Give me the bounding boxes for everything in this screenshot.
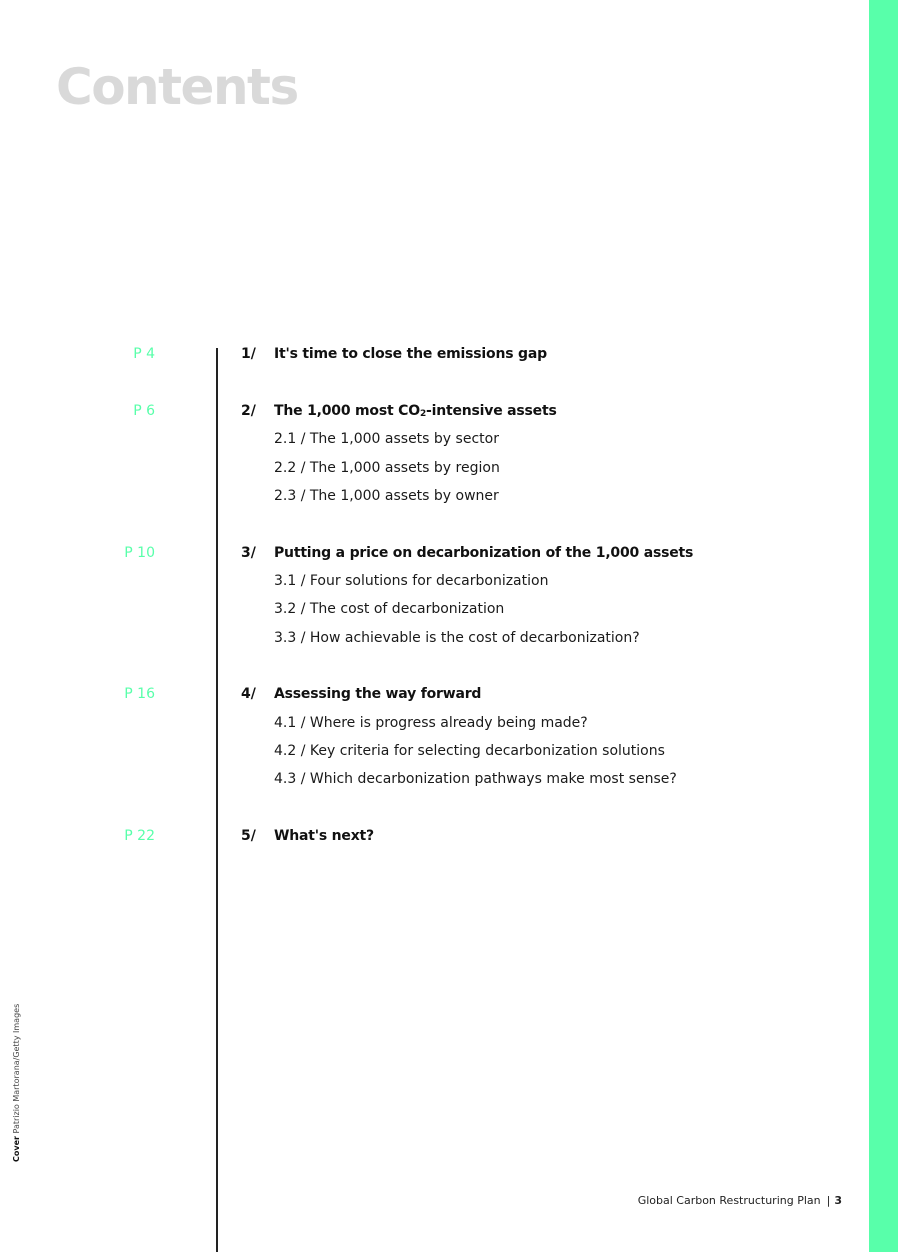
toc-subsection[interactable]: 3.3 / How achievable is the cost of decarbonization? — [274, 630, 640, 646]
toc-section-heading[interactable]: Assessing the way forward — [274, 686, 482, 702]
toc-page-number[interactable]: P 22 — [124, 828, 155, 844]
toc-subsection[interactable]: 4.3 / Which decarbonization pathways make most sense? — [274, 771, 677, 787]
toc-page-number[interactable]: P 4 — [133, 346, 155, 362]
page-footer — [638, 1194, 842, 1208]
toc-section-heading[interactable]: What's next? — [274, 828, 374, 844]
credit-label: Cover — [12, 1136, 21, 1162]
toc-page-number[interactable]: P 10 — [124, 545, 155, 561]
toc-section-number: 2/ — [241, 403, 256, 419]
toc-page-number[interactable]: P 16 — [124, 686, 155, 702]
heading-text-pre: The 1,000 most CO — [274, 403, 420, 419]
footer-separator: | — [826, 1194, 831, 1207]
toc-section-heading[interactable] — [274, 403, 557, 423]
page-number: 3 — [834, 1194, 842, 1207]
toc-subsection[interactable]: 2.1 / The 1,000 assets by sector — [274, 431, 499, 447]
toc-subsection[interactable]: 4.2 / Key criteria for selecting decarbonization solutions — [274, 743, 665, 759]
toc-section-number: 5/ — [241, 828, 256, 844]
footer-title: Global Carbon Restructuring Plan — [637, 1194, 821, 1207]
toc-subsection[interactable]: 2.3 / The 1,000 assets by owner — [274, 488, 499, 504]
toc-page-number[interactable]: P 6 — [133, 403, 155, 419]
toc-subsection[interactable]: 4.1 / Where is progress already being made? — [274, 715, 588, 731]
toc-section-heading[interactable]: It's time to close the emissions gap — [274, 346, 547, 362]
heading-subscript: 2 — [419, 409, 426, 419]
toc-section-heading[interactable]: Putting a price on decarbonization of the 1,000 assets — [274, 545, 694, 561]
toc-subsection[interactable]: 3.2 / The cost of decarbonization — [274, 601, 505, 617]
photo-credit — [12, 1004, 22, 1162]
toc-subsection[interactable]: 2.2 / The 1,000 assets by region — [274, 460, 500, 476]
toc-divider — [216, 348, 218, 1252]
heading-text-post: -intensive assets — [426, 403, 557, 419]
toc-section-number: 3/ — [241, 545, 256, 561]
credit-text: Patrizio Martorana/Getty Images — [12, 1003, 21, 1134]
page-title: Contents — [56, 58, 298, 116]
toc-section-number: 4/ — [241, 686, 256, 702]
accent-bar — [869, 0, 898, 1252]
toc-section-number: 1/ — [241, 346, 256, 362]
toc-subsection[interactable]: 3.1 / Four solutions for decarbonization — [274, 573, 549, 589]
